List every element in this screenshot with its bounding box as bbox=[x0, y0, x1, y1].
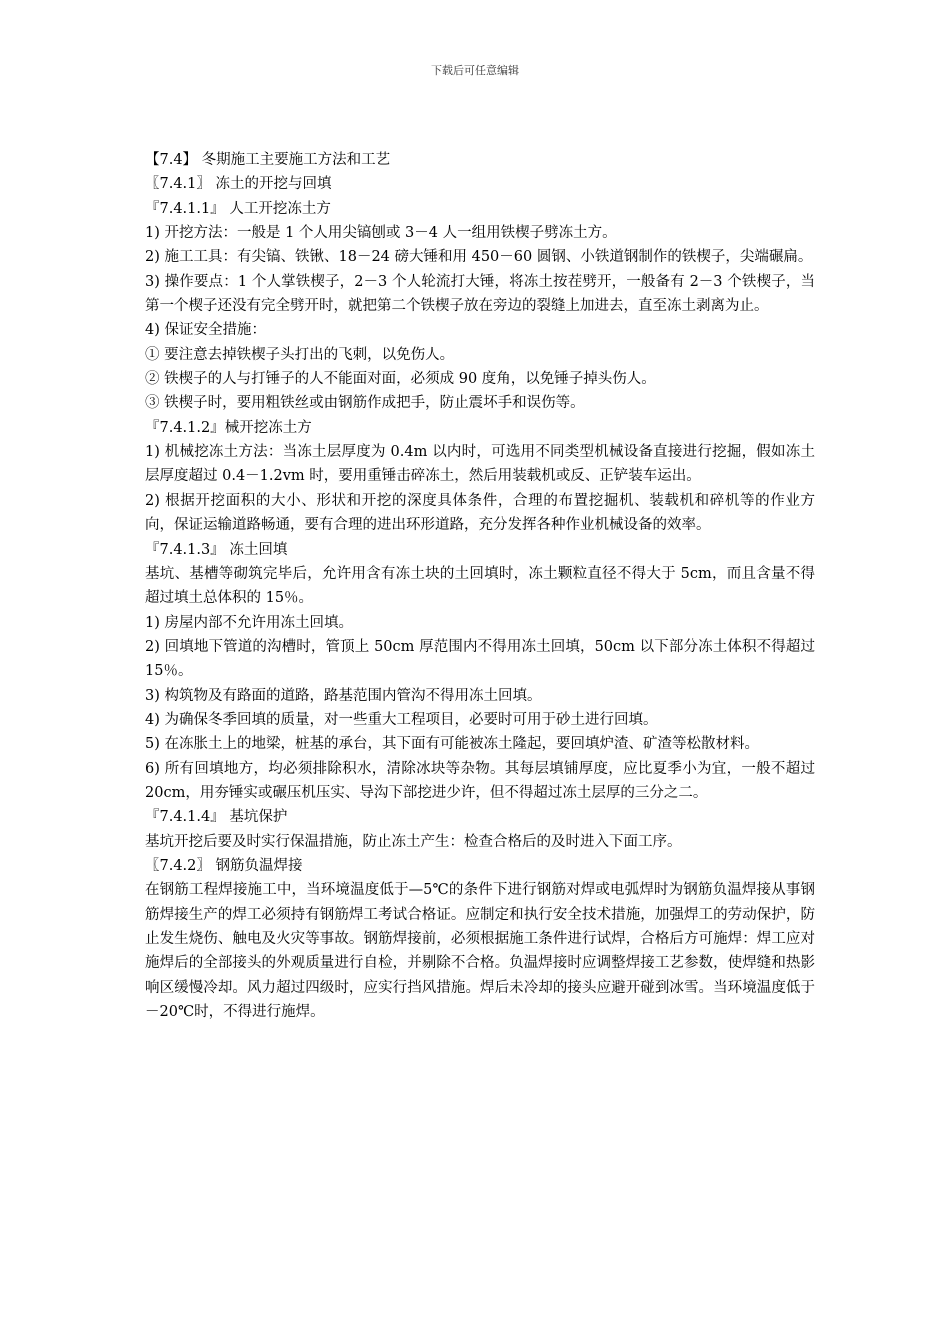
paragraph: ③ 铁楔子时，要用粗铁丝或由钢筋作成把手，防止震坏手和误伤等。 bbox=[145, 395, 585, 412]
paragraph: 3) 操作要点：1 个人掌铁楔子，2－3 个人轮流打大锤，将冻土按茬劈开，一般备有 2－3 个铁楔子，当第一个楔子还没有完全劈开时，就把第二个铁楔子放在旁边的裂缝上加进去，直至冻土剥离为止。 bbox=[145, 273, 815, 315]
paragraph: 2) 施工工具：有尖镐、铁锹、18－24 磅大锤和用 450－60 圆钢、小铁道钢制作的铁楔子，尖端碾扁。 bbox=[145, 249, 813, 266]
document-body bbox=[145, 148, 815, 1024]
paragraph: 在钢筋工程焊接施工中，当环境温度低于—5℃的条件下进行钢筋对焊或电弧焊时为钢筋负温焊接从事钢筋焊接生产的焊工必须持有钢筋焊工考试合格证。应制定和执行安全技术措施，加强焊工的劳动保护，防止发生烧伤、触电及火灾等事故。钢筋焊接前，必须根据施工条件进行试焊，合格后方可施焊：焊工应对施焊后的全部接头的外观质量进行自检，并剔除不合格。负温焊接时应调整焊接工艺参数，使焊缝和热影响区缓慢冷却。风力超过四级时，应实行挡风措施。焊后未冷却的接头应避开碰到冰雪。当环境温度低于－20℃时，不得进行施焊。 bbox=[145, 882, 815, 1021]
section-heading-7-4: 【7.4】 冬期施工主要施工方法和工艺 bbox=[145, 152, 391, 168]
paragraph: 基坑开挖后要及时实行保温措施，防止冻土产生：检查合格后的及时进入下面工序。 bbox=[145, 833, 682, 850]
paragraph: 2) 根据开挖面积的大小、形状和开挖的深度具体条件，合理的布置挖掘机、装载机和碎机等的作业方向，保证运输道路畅通，要有合理的进出环形道路，充分发挥各种作业机械设备的效率。 bbox=[145, 492, 815, 534]
page-header-note: 下载后可任意编辑 bbox=[431, 64, 519, 77]
paragraph: 2) 回填地下管道的沟槽时，管顶上 50cm 厚范围内不得用冻土回填，50cm 以下部分冻土体积不得超过 15％。 bbox=[145, 638, 815, 680]
paragraph: 1) 房屋内部不允许用冻土回填。 bbox=[145, 614, 353, 631]
section-heading-7-4-1-4: 『7.4.1.4』 基坑保护 bbox=[145, 809, 288, 826]
paragraph: 5) 在冻胀土上的地梁，桩基的承台，其下面有可能被冻土隆起，要回填炉渣、矿渣等松散材料。 bbox=[145, 736, 759, 753]
section-heading-7-4-1-1: 『7.4.1.1』 人工开挖冻土方 bbox=[145, 200, 331, 217]
section-heading-7-4-2: 〖7.4.2〗 钢筋负温焊接 bbox=[145, 857, 303, 874]
paragraph: 3) 构筑物及有路面的道路，路基范围内管沟不得用冻土回填。 bbox=[145, 687, 542, 704]
section-heading-7-4-1: 〖7.4.1〗 冻土的开挖与回填 bbox=[145, 176, 332, 193]
paragraph: 4) 为确保冬季回填的质量，对一些重大工程项目，必要时可用于砂土进行回填。 bbox=[145, 711, 658, 728]
paragraph: 4) 保证安全措施： bbox=[145, 322, 266, 339]
paragraph: 1) 开挖方法：一般是 1 个人用尖镐刨或 3－4 人一组用铁楔子劈冻土方。 bbox=[145, 225, 617, 242]
paragraph: 1) 机械挖冻土方法：当冻土层厚度为 0.4m 以内时，可选用不同类型机械设备直接进行挖掘，假如冻土层厚度超过 0.4－1.2vm 时，要用重锤击碎冻土，然后用装载机或反、正铲装车运出。 bbox=[145, 444, 815, 485]
section-heading-7-4-1-2: 『7.4.1.2』械开挖冻土方 bbox=[145, 419, 312, 436]
section-heading-7-4-1-3: 『7.4.1.3』 冻土回填 bbox=[145, 541, 288, 558]
paragraph: ② 铁楔子的人与打锤子的人不能面对面，必须成 90 度角，以免锤子掉头伤人。 bbox=[145, 371, 656, 388]
paragraph: ① 要注意去掉铁楔子头打出的飞刺，以免伤人。 bbox=[145, 346, 455, 363]
paragraph: 6) 所有回填地方，均必须排除积水，清除冰块等杂物。其每层填铺厚度，应比夏季小为宜，一般不超过 20cm，用夯锤实或碾压机压实、导沟下部挖进少许，但不得超过冻土层厚的三分之二。 bbox=[145, 760, 815, 801]
paragraph: 基坑、基槽等砌筑完毕后，允许用含有冻土块的土回填时，冻土颗粒直径不得大于 5cm，而且含量不得超过填土总体积的 15％。 bbox=[145, 565, 815, 607]
